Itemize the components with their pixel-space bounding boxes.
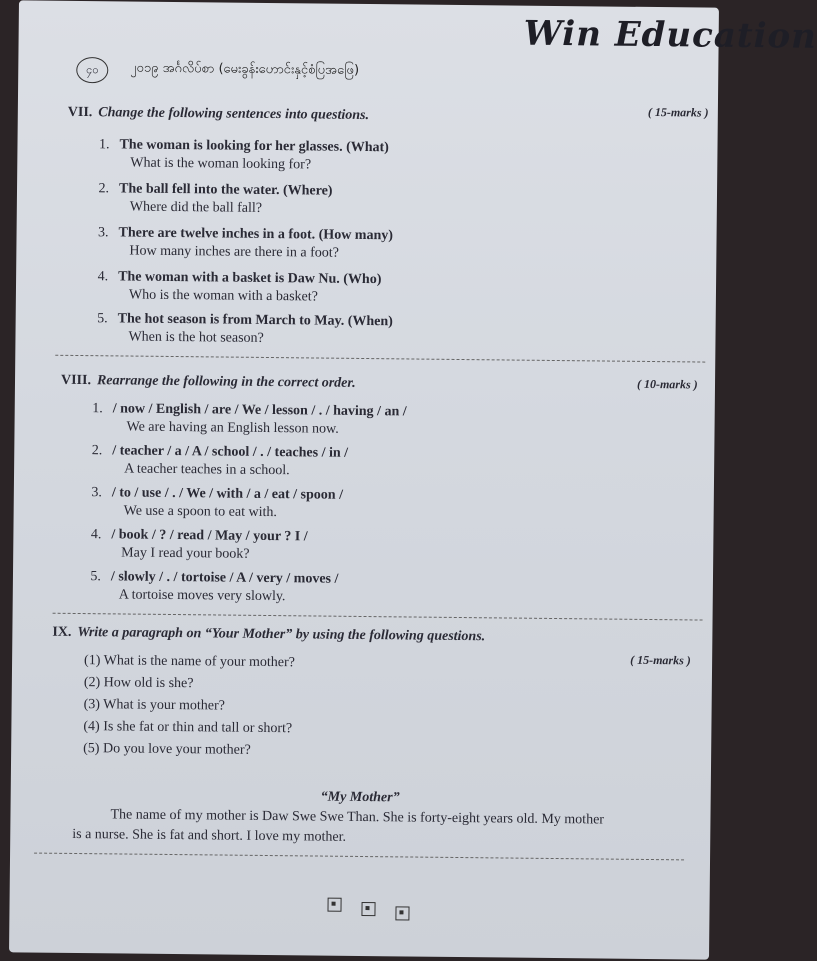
question-text: There are twelve inches in a foot. (How many) [118,225,394,244]
list-item [84,653,295,671]
section-roman: VIII. [60,372,92,389]
question-text: / slowly / . / tortoise / A / very / moves / [110,569,339,587]
question-text: Do you love your mother? [102,741,251,758]
answer-text: How many inches are there in a foot? [129,243,339,261]
list-item [86,267,381,288]
item-number: 3. [91,485,102,501]
list-item [80,441,348,462]
page-number: ၄၀ [76,57,108,83]
list-item [83,741,251,759]
answer-text: A tortoise moves very slowly. [118,587,286,605]
answer-text: May I read your book? [121,545,250,562]
answer-text: We are having an English lesson now. [126,419,339,437]
item-number: (4) [83,719,100,735]
brand-logo: Win Education [523,13,817,57]
section-roman: IX. [52,624,72,640]
share-icon[interactable] [361,902,375,916]
list-item [84,697,225,714]
essay-title: “My Mother” [320,789,400,806]
answer-text: When is the hot season? [128,329,264,346]
answer-text: Who is the woman with a basket? [128,287,318,305]
item-number: 4. [90,527,102,543]
question-text: / teacher / a / A / school / . / teaches / in / [112,443,349,461]
question-text: What is the name of your mother? [103,653,296,671]
item-number: 2. [98,181,110,197]
section-title: Write a paragraph on “Your Mother” by using the following questions. [77,625,486,645]
item-number: 1. [98,137,110,153]
item-number: 2. [91,443,103,459]
document-page [9,0,817,959]
answer-text: Where did the ball fall? [129,199,263,216]
question-text: The woman with a basket is Daw Nu. (Who) [118,269,382,288]
item-number: 1. [92,401,103,417]
item-number: (5) [83,741,100,757]
essay-line: is a nurse. She is fat and short. I love my mother. [72,826,347,845]
list-item [79,567,339,588]
item-number: (3) [83,697,101,713]
item-number: 4. [97,269,109,285]
answer-text: We use a spoon to eat with. [123,503,277,521]
item-number: (2) [83,675,101,691]
share-icon[interactable] [395,906,409,920]
section-divider [55,355,705,363]
question-text: / to / use / . / We / with / a / eat / spoon / [111,485,344,503]
list-item [80,483,343,504]
list-item [79,525,307,545]
list-item [84,675,194,692]
share-icon[interactable] [327,898,341,912]
item-number: (1) [84,653,101,669]
list-item [86,223,393,244]
section-title: Rearrange the following in the correct order. [96,373,356,391]
list-item [86,309,393,330]
section-marks: ( 15-marks ) [647,104,709,120]
list-item [87,135,389,156]
question-text: The woman is looking for her glasses. (What) [119,137,389,156]
question-text: / book / ? / read / May / your ? I / [111,527,308,545]
item-number: 5. [97,311,108,327]
section-marks: ( 15-marks ) [630,652,691,668]
section-title: Change the following sentences into questions. [98,105,370,124]
answer-text: A teacher teaches in a school. [124,461,290,479]
section-divider [53,613,703,621]
answer-text: What is the woman looking for? [130,155,312,173]
question-text: How old is she? [103,675,194,692]
section-vii-heading [68,105,369,124]
list-item [87,179,333,200]
essay-line: The name of my mother is Daw Swe Swe Than. She is forty-eight years old. My mother [110,807,605,828]
header-subtitle: ၂၀၁၉ အင်္ဂလိပ်စာ (မေးခွန်းဟောင်းနှင့်စံပြအဖြေ) [130,60,360,78]
list-item [83,719,292,737]
section-marks: ( 10-marks ) [636,376,698,392]
question-text: / now / English / are / We / lesson / . / having / an / [112,401,407,420]
item-number: 5. [90,569,102,585]
list-item [81,399,407,420]
question-text: Is she fat or thin and tall or short? [103,719,293,737]
section-roman: VII. [67,104,93,121]
question-text: The ball fell into the water. (Where) [118,181,333,199]
section-viii-heading [61,373,356,392]
section-ix-heading [52,625,485,646]
question-text: The hot season is from March to May. (When) [117,311,393,330]
item-number: 3. [97,225,109,241]
section-divider [34,853,684,861]
question-text: What is your mother? [103,697,225,714]
